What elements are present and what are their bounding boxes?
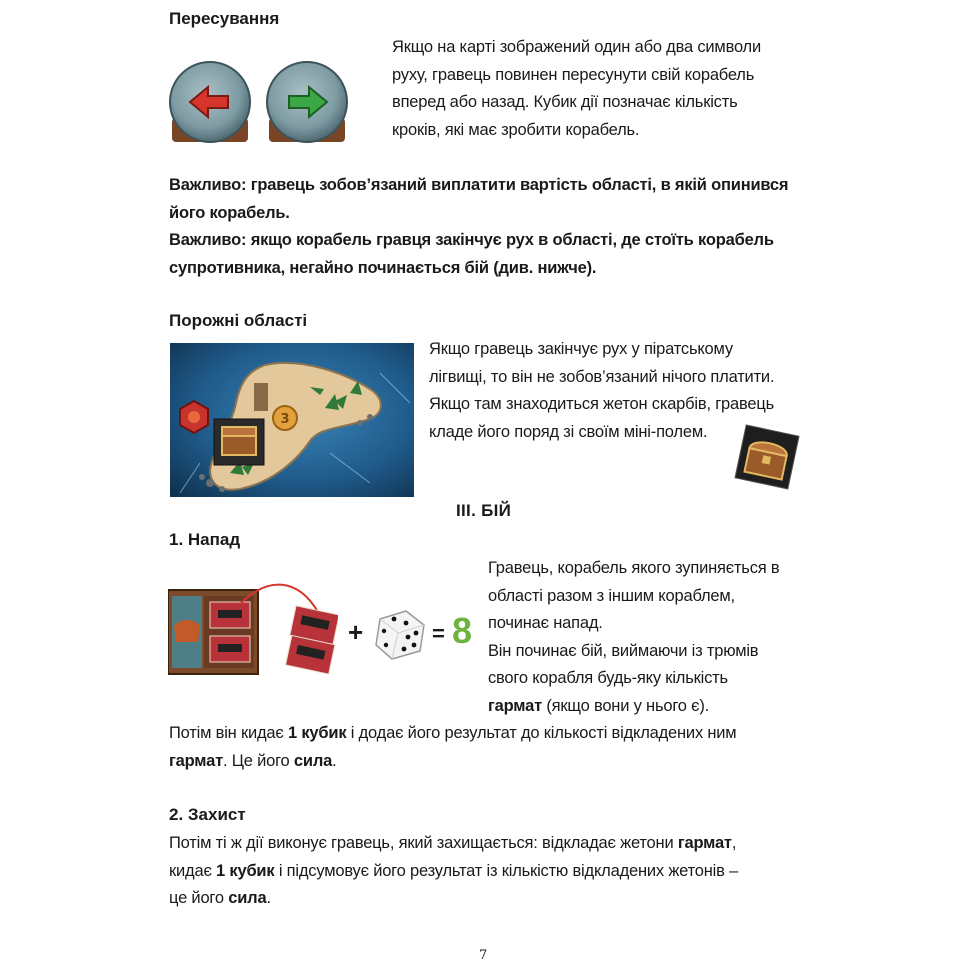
empty-areas-line-3: Якщо там знаходиться жетон скарбів, гравець [429, 395, 774, 413]
page-number: 7 [479, 948, 488, 963]
island-illustration [170, 343, 414, 497]
defense-text [169, 830, 738, 913]
cannons-term: гармат [677, 834, 732, 852]
battle-title: III. БІЙ [456, 501, 512, 520]
movement-heading: Пересування [169, 9, 280, 28]
important-notes [169, 172, 788, 282]
movement-line-1: Якщо на карті зображений один або два символи [392, 38, 762, 56]
defense-line-2: кидає 1 кубик і підсумовує його результат із кількістю відкладених жетонів – [169, 861, 739, 880]
defense-line-3: це його сила. [169, 889, 271, 907]
strength-term: сила [228, 889, 267, 907]
back-arrow-token [168, 60, 252, 144]
attack-text [488, 555, 779, 720]
movement-line-2: руху, гравець повинен пересунути свій корабель [392, 65, 755, 84]
forward-arrow-token [265, 60, 349, 144]
coin-value: 3 [280, 412, 290, 427]
cannons-term: гармат [488, 696, 542, 715]
empty-areas-line-1: Якщо гравець закінчує рух у піратському [429, 340, 733, 358]
attack-line-2: області разом з іншим кораблем, [488, 586, 735, 605]
movement-line-3: вперед або назад. Кубик дії позначає кількість [392, 93, 738, 111]
important-line-2: його корабель. [169, 203, 290, 222]
cannon-cards-stack [284, 606, 338, 674]
important-line-3: Важливо: якщо корабель гравця закінчує рух в області, де стоїть корабель [169, 231, 774, 249]
one-die-term: 1 кубик [288, 724, 347, 742]
red-arrow-icon [168, 60, 252, 144]
defense-line-1: Потім ті ж дії виконує гравець, який захищається: відкладає жетони гармат, [169, 834, 737, 852]
die-icon [372, 605, 428, 661]
attack-illustration [168, 582, 338, 682]
cannon-card-small-2 [210, 636, 250, 662]
equals-sign: = [432, 621, 445, 646]
movement-line-4: кроків, які має зробити корабель. [392, 120, 640, 139]
cannons-term: гармат [169, 751, 223, 770]
empty-areas-text [429, 336, 774, 446]
attack-line-4: Він починає бій, виймаючи із трюмів [488, 641, 759, 660]
treasure-chest-icon [732, 422, 802, 492]
important-line-4: супротивника, негайно починається бій (див. нижче). [169, 258, 597, 277]
treasure-token [732, 422, 802, 492]
empty-areas-line-2: лігвищі, то він не зобов’язаний нічого платити. [429, 367, 775, 386]
plus-sign: + [348, 617, 364, 647]
green-arrow-icon [265, 60, 349, 144]
attack-full-line-2: гармат. Це його сила. [169, 751, 337, 770]
cannon-card-small-1 [210, 602, 250, 628]
empty-areas-line-4: кладе його поряд зі своїм міні-полем. [429, 422, 708, 441]
strength-term: сила [293, 751, 333, 770]
one-die-term: 1 кубик [216, 861, 275, 880]
attack-line-6: гармат (якщо вони у нього є). [488, 696, 710, 715]
attack-line-1: Гравець, корабель якого зупиняється в [488, 559, 780, 577]
attack-result-value: 8 [452, 610, 473, 651]
attack-full-line-1: Потім він кидає 1 кубик і додає його результат до кількості відкладених ним [169, 724, 737, 742]
attack-full-text [169, 720, 736, 775]
important-line-1: Важливо: гравець зобов’язаний виплатити вартість області, в якій опинився [169, 176, 789, 194]
movement-text [392, 34, 761, 144]
attack-line-3: починає напад. [488, 614, 603, 632]
empty-areas-heading: Порожні області [169, 311, 308, 330]
defense-heading: 2. Захист [169, 805, 246, 824]
attack-line-5: свого корабля будь-яку кількість [488, 669, 728, 687]
attack-heading: 1. Напад [169, 530, 241, 549]
